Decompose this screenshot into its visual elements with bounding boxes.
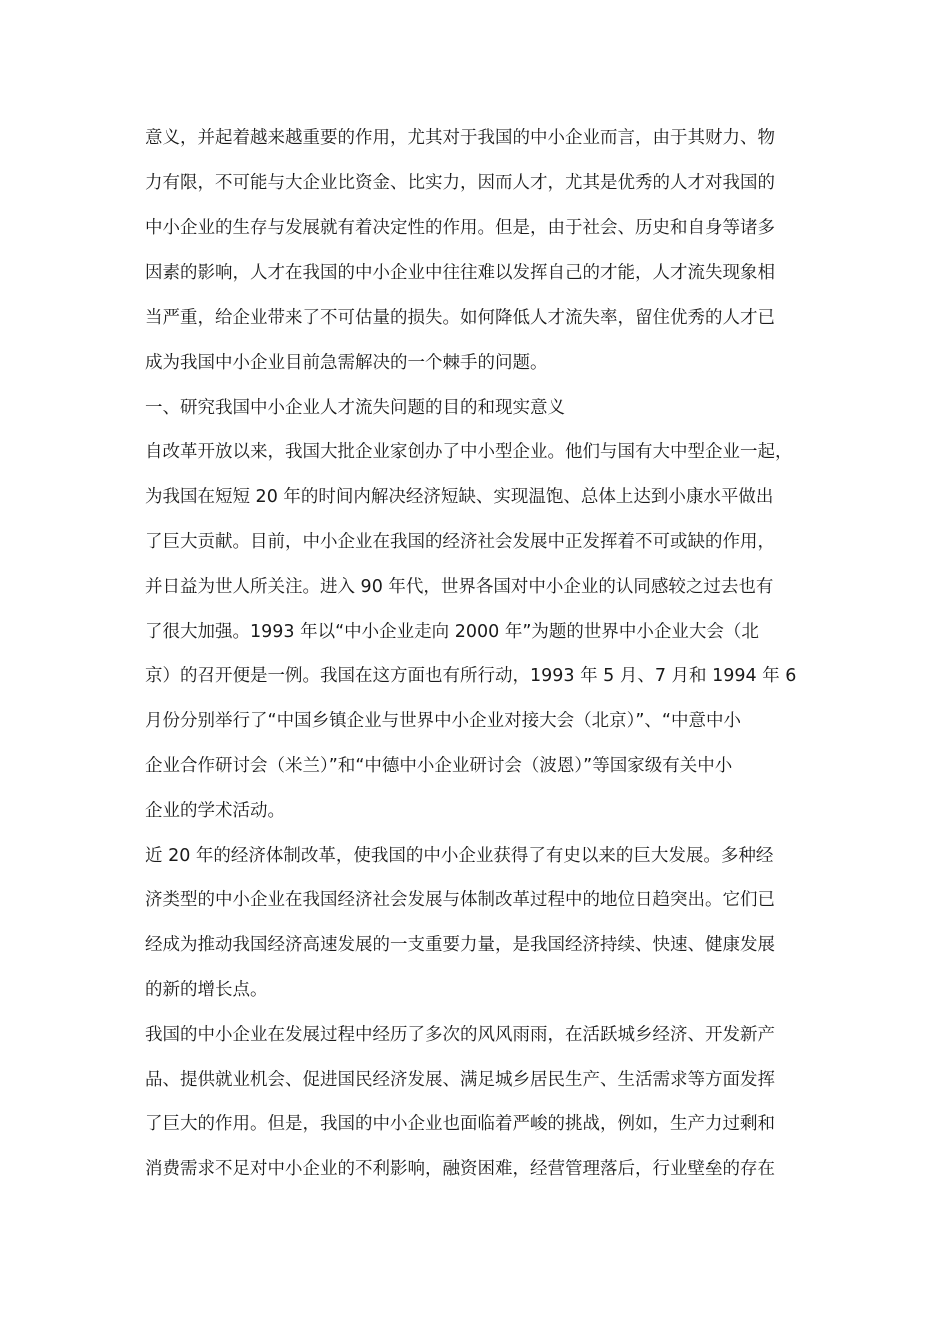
text-line: 成为我国中小企业目前急需解决的一个棘手的问题。 [145,353,548,373]
text-line: 月份分别举行了“中国乡镇企业与世界中小企业对接大会（北京）”、“中意中小 [145,711,741,731]
text-line: 品、提供就业机会、促进国民经济发展、满足城乡居民生产、生活需求等方面发挥 [145,1070,775,1090]
text-line: 消费需求不足对中小企业的不利影响，融资困难，经营管理落后，行业壁垒的存在 [145,1159,775,1179]
text-line: 为我国在短短 20 年的时间内解决经济短缺、实现温饱、总体上达到小康水平做出 [145,487,774,507]
text-line: 并日益为世人所关注。进入 90 年代，世界各国对中小企业的认同感较之过去也有 [145,577,774,597]
text-line: 力有限，不可能与大企业比资金、比实力，因而人才，尤其是优秀的人才对我国的 [145,173,775,193]
text-line: 当严重，给企业带来了不可估量的损失。如何降低人才流失率，留住优秀的人才已 [145,308,775,328]
text-line: 近 20 年的经济体制改革，使我国的中小企业获得了有史以来的巨大发展。多种经 [145,846,774,866]
text-line: 了巨大贡献。目前，中小企业在我国的经济社会发展中正发挥着不可或缺的作用， [145,532,775,552]
text-line: 京）的召开便是一例。我国在这方面也有所行动，1993 年 5 月、7 月和 1994 年 6 [145,666,797,686]
text-line: 经成为推动我国经济高速发展的一支重要力量，是我国经济持续、快速、健康发展 [145,935,775,955]
text-line: 因素的影响，人才在我国的中小企业中往往难以发挥自己的才能，人才流失现象相 [145,263,775,283]
text-line: 了巨大的作用。但是，我国的中小企业也面临着严峻的挑战，例如，生产力过剩和 [145,1114,775,1134]
text-line: 企业合作研讨会（米兰）”和“中德中小企业研讨会（波恩）”等国家级有关中小 [145,756,733,776]
text-line: 了很大加强。1993 年以“中小企业走向 2000 年”为题的世界中小企业大会（北 [145,622,759,642]
text-line: 的新的增长点。 [145,980,268,1000]
text-line: 意义，并起着越来越重要的作用，尤其对于我国的中小企业而言，由于其财力、物 [145,128,775,148]
text-line: 中小企业的生存与发展就有着决定性的作用。但是，由于社会、历史和自身等诸多 [145,218,775,238]
text-line: 济类型的中小企业在我国经济社会发展与体制改革过程中的地位日趋突出。它们已 [145,890,775,910]
text-line: 企业的学术活动。 [145,801,285,821]
text-line: 自改革开放以来，我国大批企业家创办了中小型企业。他们与国有大中型企业一起， [145,442,793,462]
text-line: 我国的中小企业在发展过程中经历了多次的风风雨雨，在活跃城乡经济、开发新产 [145,1025,775,1045]
section-heading: 一、研究我国中小企业人才流失问题的目的和现实意义 [145,398,565,418]
